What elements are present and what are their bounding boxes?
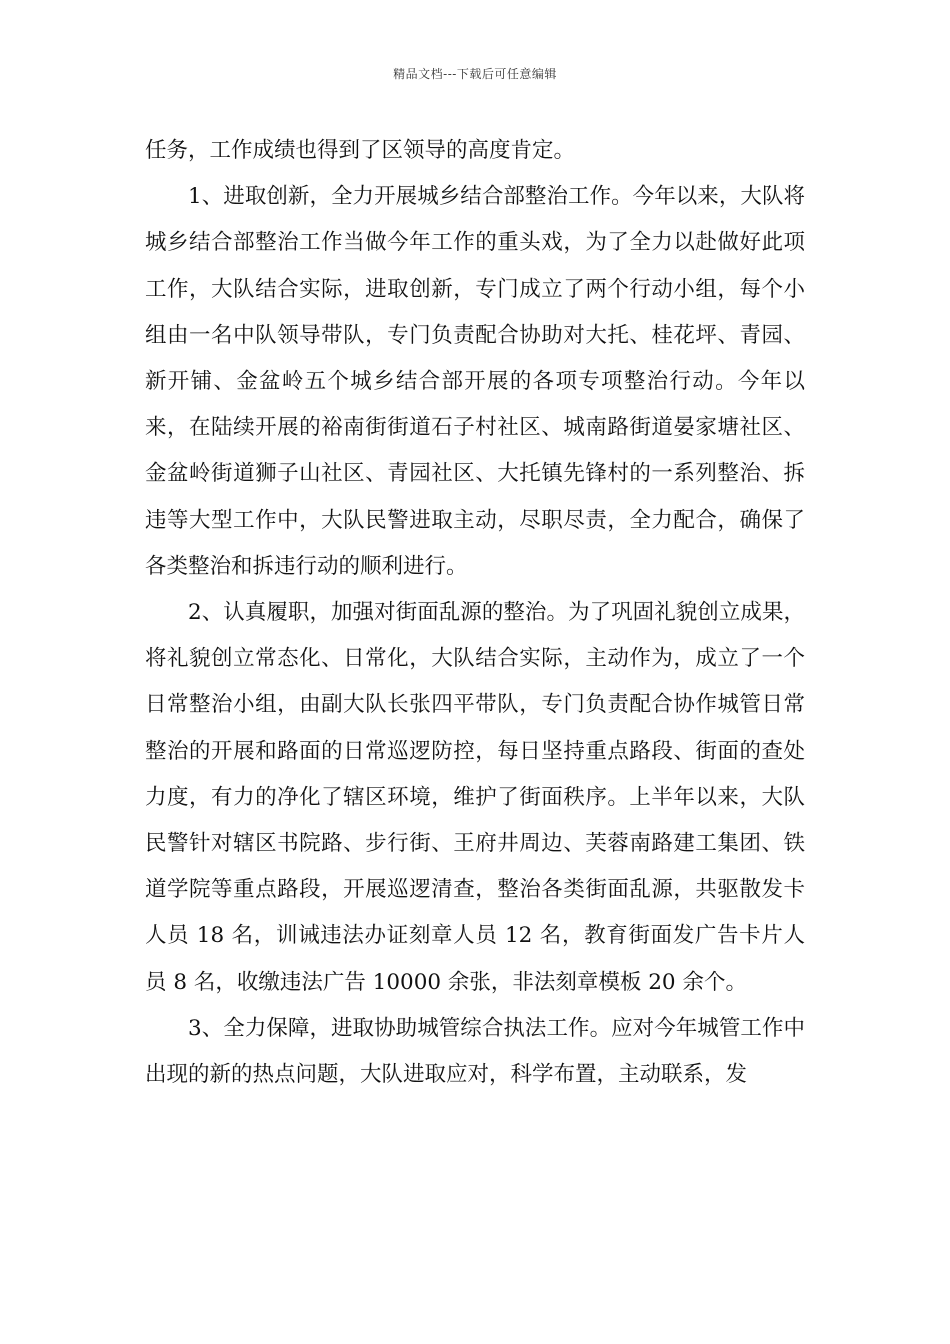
document-body <box>145 128 805 1098</box>
paragraph-item-1: 1、进取创新，全力开展城乡结合部整治工作。今年以来，大队将城乡结合部整治工作当做今年工作的重头戏，为了全力以赴做好此项工作，大队结合实际，进取创新，专门成立了两个行动小组，每个小组由一名中队领导带队，专门负责配合协助对大托、桂花坪、青园、新开铺、金盆岭五个城乡结合部开展的各项专项整治行动。今年以来，在陆续开展的裕南街街道石子村社区、城南路街道晏家塘社区、金盆岭街道狮子山社区、青园社区、大托镇先锋村的一系列整治、拆违等大型工作中，大队民警进取主动，尽职尽责，全力配合，确保了各类整治和拆违行动的顺利进行。 <box>145 184 805 579</box>
paragraph-continuation: 任务，工作成绩也得到了区领导的高度肯定。 <box>145 138 576 163</box>
page-header: 精品文档---下载后可任意编辑 <box>393 67 557 81</box>
paragraph-item-2: 2、认真履职，加强对街面乱源的整治。为了巩固礼貌创立成果，将礼貌创立常态化、日常化，大队结合实际，主动作为，成立了一个日常整治小组，由副大队长张四平带队，专门负责配合协作城管日常整治的开展和路面的日常巡逻防控，每日坚持重点路段、街面的查处力度，有力的净化了辖区环境，维护了街面秩序。上半年以来，大队民警针对辖区书院路、步行街、王府井周边、芙蓉南路建工集团、铁道学院等重点路段，开展巡逻清查，整治各类街面乱源，共驱散发卡人员 18 名，训诫违法办证刻章人员 12 名，教育街面发广告卡片人员 8 名，收缴违法广告 10000 余张，非法刻章模板 20 余个。 <box>145 600 805 995</box>
paragraph-item-3: 3、全力保障，进取协助城管综合执法工作。应对今年城管工作中出现的新的热点问题，大队进取应对，科学布置，主动联系，发 <box>145 1015 805 1088</box>
